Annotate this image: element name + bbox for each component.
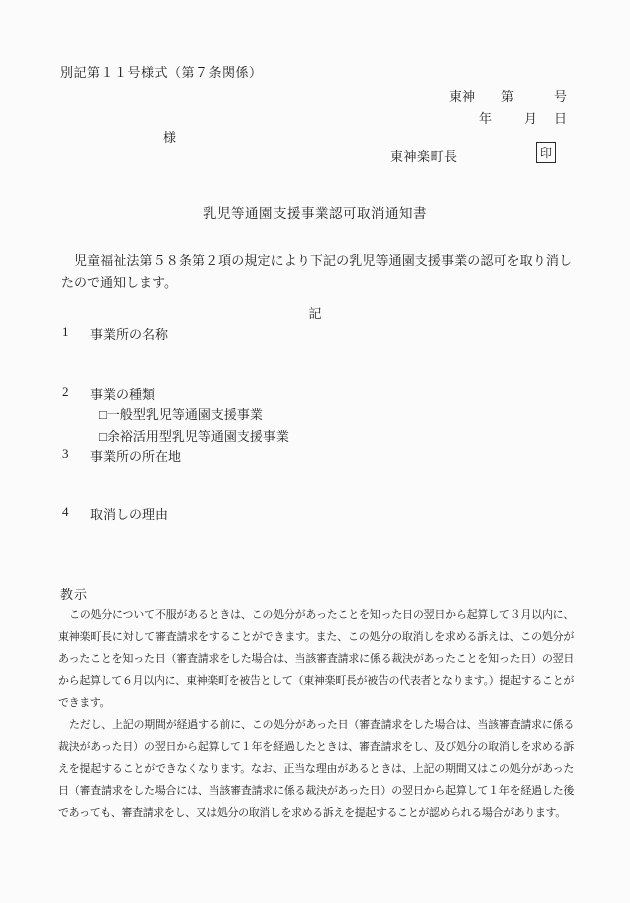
item-business-address: [62, 446, 181, 465]
instruction-paragraph-2: ただし、上記の期間が経過する前に、この処分があった日（審査請求をした場合は、当該審査請求に係る裁決があった日）の翌日から起算して１年を経過したときは、審査請求をし、及び処分の取消しを求める訴えを提起することができなくなります。なお、正当な理由があるときは、上記の期間又はこの処分があった日（審査請求をした場合には、当該審査請求に係る裁決があった日）の翌日から起算して１年を経過した後であっても、審査請求をし、又は処分の取消しを求める訴えを提起することが認められる場合があります。: [58, 719, 574, 819]
document-number-line: [449, 86, 567, 105]
item-number: 4: [62, 504, 69, 519]
item-label: 取消しの理由: [90, 507, 169, 522]
seal-character: 印: [539, 146, 552, 160]
ref-dai-label: 第: [500, 89, 514, 104]
ref-go-label: 号: [553, 89, 567, 104]
instruction-paragraph-1: この処分について不服があるときは、この処分があったことを知った日の翌日から起算して３月以内に、東神楽町長に対して審査請求をすることができます。また、この処分の取消しを求める訴えは、この処分があったことを知った日（審査請求をした場合は、当該審査請求に係る裁決があったことを知った日）の翌日から起算して６月以内に、東神楽町を被告として（東神楽町長が被告の代表者となります。）提起することができます。: [58, 609, 574, 709]
addressee-suffix: 様: [163, 130, 177, 145]
record-marker: 記: [308, 306, 322, 321]
date-year-label: 年: [478, 111, 492, 126]
item-label: 事業所の所在地: [90, 449, 182, 464]
item-label: 事業所の名称: [90, 327, 169, 342]
document-title: 乳児等通園支援事業認可取消通知書: [203, 206, 427, 221]
date-day-label: 日: [553, 111, 567, 126]
option-label: 余裕活用型乳児等通園支援事業: [106, 429, 289, 444]
form-number: 別記第１１号様式（第７条関係）: [60, 65, 263, 80]
instruction-text: [58, 604, 574, 824]
seal-box: [536, 142, 556, 163]
ref-prefix: 東神: [448, 89, 475, 104]
checkbox-icon: □: [99, 429, 107, 444]
option-general-type: [99, 404, 263, 423]
date-line: [479, 108, 567, 127]
checkbox-icon: □: [99, 407, 107, 422]
option-surplus-type: [99, 426, 289, 445]
notification-body: 児童福祉法第５８条第２項の規定により下記の乳児等通園支援事業の認可を取り消したので通知します。: [61, 253, 572, 290]
issuer-name: 東神楽町長: [390, 149, 458, 164]
item-business-type: [62, 384, 155, 403]
instruction-heading: 教示: [60, 587, 89, 602]
item-label: 事業の種類: [90, 387, 156, 402]
date-month-label: 月: [523, 111, 537, 126]
option-label: 一般型乳児等通園支援事業: [106, 407, 263, 422]
item-business-name: [62, 324, 168, 343]
item-number: 2: [62, 384, 69, 399]
item-number: 3: [62, 446, 69, 461]
item-number: 1: [62, 324, 69, 339]
item-cancellation-reason: [62, 504, 168, 523]
